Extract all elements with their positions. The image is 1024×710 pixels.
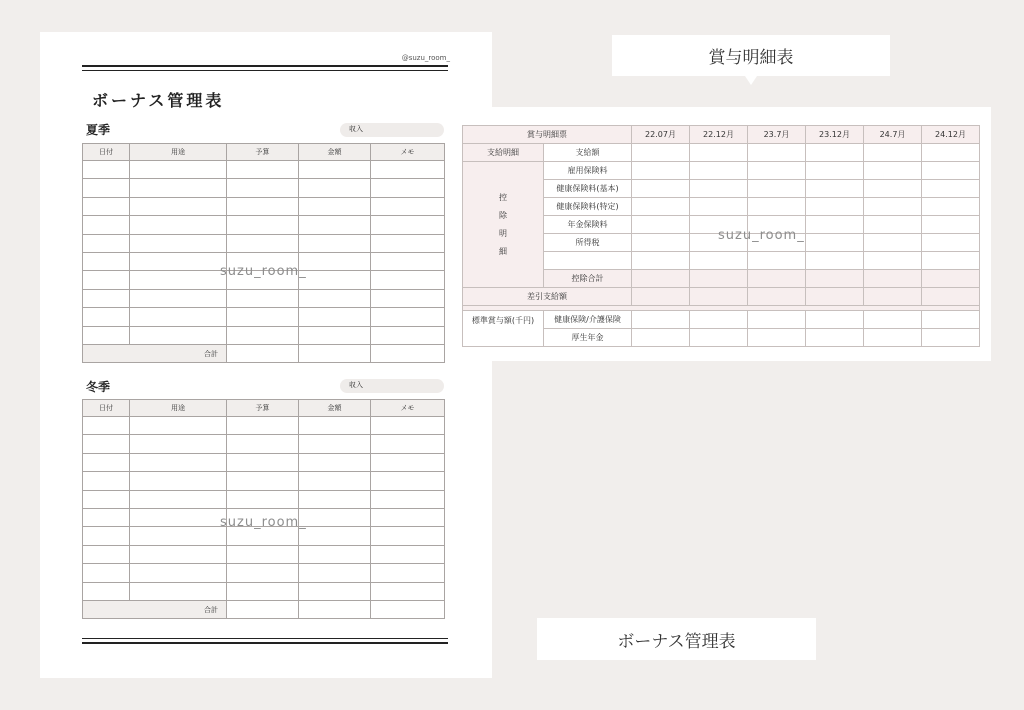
ledger-cell[interactable] (227, 197, 299, 215)
summer-income-field[interactable]: 収入 (340, 123, 444, 137)
ledger-cell[interactable] (371, 179, 445, 197)
ledger-cell[interactable] (130, 161, 227, 179)
ledger-cell[interactable] (83, 490, 130, 508)
ledger-header-row (83, 400, 445, 417)
ledger-cell[interactable] (83, 197, 130, 215)
ledger-cell[interactable] (83, 161, 130, 179)
ledger-cell[interactable] (299, 271, 371, 289)
month-value-cell[interactable] (748, 198, 806, 216)
ledger-cell[interactable] (299, 582, 371, 600)
month-value-cell[interactable] (632, 288, 690, 306)
deduction-total-label: 控除合計 (544, 270, 632, 288)
ledger-cell[interactable] (227, 490, 299, 508)
total-budget-cell[interactable] (227, 600, 299, 618)
ledger-cell[interactable] (371, 271, 445, 289)
ledger-cell[interactable] (130, 216, 227, 234)
ledger-row (83, 508, 445, 526)
ledger-header-row (83, 144, 445, 161)
deduction-row (463, 162, 980, 180)
ledger-cell[interactable] (299, 527, 371, 545)
month-header: 22.12月 (690, 126, 748, 144)
ledger-cell[interactable] (227, 472, 299, 490)
ledger-cell[interactable] (371, 435, 445, 453)
ledger-cell[interactable] (227, 417, 299, 435)
month-value-cell[interactable] (748, 144, 806, 162)
ledger-cell[interactable] (83, 417, 130, 435)
total-memo-cell[interactable] (371, 344, 445, 362)
month-value-cell[interactable] (632, 144, 690, 162)
ledger-cell[interactable] (130, 271, 227, 289)
summer-title: 夏季 (86, 123, 111, 137)
month-value-cell[interactable] (806, 216, 864, 234)
ledger-cell[interactable] (83, 252, 130, 270)
month-value-cell[interactable] (922, 329, 980, 347)
ledger-cell[interactable] (227, 564, 299, 582)
ledger-header-cell: 日付 (83, 400, 130, 417)
month-value-cell[interactable] (922, 252, 980, 270)
net-payment-row (463, 288, 980, 306)
month-value-cell[interactable] (864, 288, 922, 306)
ledger-cell[interactable] (299, 252, 371, 270)
standard-bonus-label: 標準賞与額(千円) (463, 311, 544, 347)
callout-tail (745, 76, 757, 85)
total-label: 合計 (83, 600, 227, 618)
ledger-header-cell: 金額 (299, 400, 371, 417)
payment-row (463, 144, 980, 162)
month-value-cell[interactable] (864, 252, 922, 270)
ledger-row (83, 453, 445, 471)
ledger-cell[interactable] (83, 564, 130, 582)
total-amount-cell[interactable] (299, 344, 371, 362)
month-value-cell[interactable] (690, 252, 748, 270)
ledger-header-cell: 金額 (299, 144, 371, 161)
ledger-cell[interactable] (130, 472, 227, 490)
standard-item-label: 健康保険/介護保険 (544, 311, 632, 329)
deduction-item-label: 所得税 (544, 234, 632, 252)
month-value-cell[interactable] (748, 270, 806, 288)
ledger-header-cell: 予算 (227, 144, 299, 161)
watermark: suzu_room_ (220, 515, 307, 530)
ledger-cell[interactable] (371, 582, 445, 600)
month-value-cell[interactable] (748, 329, 806, 347)
ledger-cell[interactable] (299, 508, 371, 526)
ledger-cell[interactable] (83, 508, 130, 526)
month-value-cell[interactable] (806, 288, 864, 306)
month-value-cell[interactable] (748, 234, 806, 252)
management-callout: ボーナス管理表 (537, 618, 816, 660)
month-value-cell[interactable] (864, 216, 922, 234)
ledger-cell[interactable] (83, 216, 130, 234)
ledger-cell[interactable] (227, 252, 299, 270)
ledger-cell[interactable] (371, 197, 445, 215)
month-value-cell[interactable] (864, 234, 922, 252)
deduction-section-label (463, 162, 544, 288)
bottom-rule (82, 642, 448, 644)
month-value-cell[interactable] (632, 270, 690, 288)
ledger-cell[interactable] (227, 527, 299, 545)
month-value-cell[interactable] (632, 234, 690, 252)
month-value-cell[interactable] (690, 144, 748, 162)
ledger-cell[interactable] (371, 308, 445, 326)
ledger-cell[interactable] (83, 271, 130, 289)
ledger-cell[interactable] (371, 508, 445, 526)
month-value-cell[interactable] (806, 198, 864, 216)
month-value-cell[interactable] (922, 162, 980, 180)
month-header: 23.12月 (806, 126, 864, 144)
month-value-cell[interactable] (922, 216, 980, 234)
ledger-cell[interactable] (227, 582, 299, 600)
ledger-row (83, 417, 445, 435)
month-value-cell[interactable] (922, 234, 980, 252)
ledger-total-row (83, 600, 445, 618)
month-value-cell[interactable] (806, 311, 864, 329)
ledger-cell[interactable] (83, 472, 130, 490)
ledger-cell[interactable] (130, 308, 227, 326)
month-value-cell[interactable] (748, 311, 806, 329)
watermark: suzu_room_ (718, 228, 805, 243)
ledger-cell[interactable] (371, 216, 445, 234)
ledger-cell[interactable] (130, 252, 227, 270)
month-value-cell[interactable] (632, 162, 690, 180)
month-header: 22.07月 (632, 126, 690, 144)
payment-section-label: 支給明細 (463, 144, 544, 162)
ledger-cell[interactable] (130, 179, 227, 197)
winter-income-field[interactable]: 収入 (340, 379, 444, 393)
month-value-cell[interactable] (690, 180, 748, 198)
ledger-total-row (83, 344, 445, 362)
ledger-row (83, 564, 445, 582)
ledger-cell[interactable] (83, 289, 130, 307)
ledger-cell[interactable] (227, 234, 299, 252)
month-value-cell[interactable] (922, 288, 980, 306)
ledger-cell[interactable] (83, 234, 130, 252)
ledger-cell[interactable] (299, 326, 371, 344)
ledger-cell[interactable] (130, 545, 227, 563)
ledger-cell[interactable] (299, 289, 371, 307)
bonus-detail-table (462, 125, 980, 347)
bottom-rule-thin (82, 638, 448, 639)
deduction-item-label: 年金保険料 (544, 216, 632, 234)
month-value-cell[interactable] (690, 198, 748, 216)
month-value-cell[interactable] (632, 252, 690, 270)
ledger-cell[interactable] (83, 527, 130, 545)
ledger-cell[interactable] (371, 472, 445, 490)
ledger-cell[interactable] (299, 308, 371, 326)
ledger-cell[interactable] (130, 564, 227, 582)
ledger-cell[interactable] (83, 179, 130, 197)
month-value-cell[interactable] (864, 162, 922, 180)
ledger-cell[interactable] (371, 453, 445, 471)
total-memo-cell[interactable] (371, 600, 445, 618)
month-value-cell[interactable] (864, 144, 922, 162)
month-value-cell[interactable] (748, 180, 806, 198)
ledger-cell[interactable] (299, 417, 371, 435)
detail-callout: 賞与明細表 (612, 35, 890, 76)
ledger-row (83, 308, 445, 326)
ledger-cell[interactable] (83, 435, 130, 453)
month-value-cell[interactable] (632, 180, 690, 198)
ledger-row (83, 161, 445, 179)
month-value-cell[interactable] (748, 252, 806, 270)
ledger-cell[interactable] (227, 326, 299, 344)
bonus-detail-sheet (455, 107, 991, 361)
ledger-cell[interactable] (227, 435, 299, 453)
ledger-cell[interactable] (83, 545, 130, 563)
ledger-cell[interactable] (299, 234, 371, 252)
ledger-cell[interactable] (299, 472, 371, 490)
bonus-management-sheet (40, 32, 492, 678)
ledger-cell[interactable] (371, 289, 445, 307)
ledger-cell[interactable] (227, 271, 299, 289)
ledger-cell[interactable] (227, 308, 299, 326)
ledger-cell[interactable] (299, 216, 371, 234)
month-value-cell[interactable] (748, 288, 806, 306)
ledger-cell[interactable] (371, 252, 445, 270)
month-value-cell[interactable] (690, 311, 748, 329)
month-value-cell[interactable] (632, 198, 690, 216)
ledger-row (83, 435, 445, 453)
ledger-row (83, 527, 445, 545)
deduction-item-label (544, 252, 632, 270)
ledger-cell[interactable] (371, 234, 445, 252)
ledger-cell[interactable] (130, 417, 227, 435)
month-value-cell[interactable] (690, 162, 748, 180)
standard-bonus-row (463, 311, 980, 329)
month-value-cell[interactable] (806, 144, 864, 162)
detail-header-label: 賞与明細票 (463, 126, 632, 144)
deduction-item-label: 雇用保険料 (544, 162, 632, 180)
winter-ledger-table (82, 399, 445, 619)
ledger-cell[interactable] (299, 564, 371, 582)
ledger-cell[interactable] (371, 417, 445, 435)
ledger-cell[interactable] (227, 161, 299, 179)
ledger-header-cell: メモ (371, 400, 445, 417)
ledger-header-cell: 用途 (130, 144, 227, 161)
ledger-cell[interactable] (371, 490, 445, 508)
month-value-cell[interactable] (806, 162, 864, 180)
watermark: suzu_room_ (220, 264, 307, 279)
month-value-cell[interactable] (806, 329, 864, 347)
month-value-cell[interactable] (864, 270, 922, 288)
month-value-cell[interactable] (806, 270, 864, 288)
total-label: 合計 (83, 344, 227, 362)
month-value-cell[interactable] (690, 234, 748, 252)
ledger-cell[interactable] (371, 326, 445, 344)
sheet-title: ボーナス管理表 (92, 91, 225, 110)
ledger-cell[interactable] (227, 453, 299, 471)
summer-ledger-table (82, 143, 445, 363)
ledger-cell[interactable] (299, 490, 371, 508)
month-value-cell[interactable] (806, 252, 864, 270)
ledger-cell[interactable] (130, 490, 227, 508)
ledger-row (83, 326, 445, 344)
standard-item-label: 厚生年金 (544, 329, 632, 347)
ledger-row (83, 216, 445, 234)
top-rule-thin (82, 70, 448, 71)
winter-title: 冬季 (86, 380, 111, 394)
month-header: 24.12月 (922, 126, 980, 144)
detail-header-row (463, 126, 980, 144)
month-value-cell[interactable] (690, 270, 748, 288)
month-value-cell[interactable] (690, 288, 748, 306)
ledger-cell[interactable] (371, 564, 445, 582)
month-value-cell[interactable] (632, 329, 690, 347)
ledger-row (83, 197, 445, 215)
month-value-cell[interactable] (864, 311, 922, 329)
ledger-row (83, 472, 445, 490)
ledger-cell[interactable] (227, 216, 299, 234)
ledger-cell[interactable] (130, 197, 227, 215)
ledger-row (83, 271, 445, 289)
ledger-cell[interactable] (299, 197, 371, 215)
ledger-cell[interactable] (130, 582, 227, 600)
ledger-cell[interactable] (299, 453, 371, 471)
month-value-cell[interactable] (632, 311, 690, 329)
ledger-cell[interactable] (299, 435, 371, 453)
month-value-cell[interactable] (922, 144, 980, 162)
ledger-row (83, 252, 445, 270)
month-value-cell[interactable] (922, 311, 980, 329)
ledger-cell[interactable] (299, 545, 371, 563)
ledger-row (83, 490, 445, 508)
ledger-cell[interactable] (83, 308, 130, 326)
total-budget-cell[interactable] (227, 344, 299, 362)
ledger-cell[interactable] (130, 326, 227, 344)
month-value-cell[interactable] (864, 198, 922, 216)
ledger-cell[interactable] (83, 326, 130, 344)
ledger-cell[interactable] (83, 582, 130, 600)
month-header: 24.7月 (864, 126, 922, 144)
ledger-cell[interactable] (227, 179, 299, 197)
ledger-header-cell: 予算 (227, 400, 299, 417)
top-rule (82, 65, 448, 67)
ledger-cell[interactable] (130, 289, 227, 307)
ledger-row (83, 234, 445, 252)
ledger-cell[interactable] (371, 527, 445, 545)
payment-amount-label: 支給額 (544, 144, 632, 162)
ledger-cell[interactable] (130, 453, 227, 471)
ledger-cell[interactable] (227, 545, 299, 563)
ledger-header-cell: メモ (371, 144, 445, 161)
ledger-row (83, 289, 445, 307)
month-value-cell[interactable] (864, 180, 922, 198)
deduction-item-label: 健康保険料(基本) (544, 180, 632, 198)
month-value-cell[interactable] (748, 216, 806, 234)
ledger-header-cell: 日付 (83, 144, 130, 161)
ledger-cell[interactable] (130, 508, 227, 526)
ledger-cell[interactable] (299, 179, 371, 197)
ledger-row (83, 179, 445, 197)
month-value-cell[interactable] (632, 216, 690, 234)
month-value-cell[interactable] (864, 329, 922, 347)
month-value-cell[interactable] (922, 180, 980, 198)
ledger-header-cell: 用途 (130, 400, 227, 417)
deduction-section-text: 控除明細 (499, 192, 507, 256)
total-amount-cell[interactable] (299, 600, 371, 618)
ledger-cell[interactable] (130, 234, 227, 252)
ledger-cell[interactable] (299, 161, 371, 179)
month-value-cell[interactable] (806, 180, 864, 198)
ledger-cell[interactable] (130, 435, 227, 453)
month-value-cell[interactable] (690, 329, 748, 347)
author-handle: @suzu_room_ (401, 54, 450, 62)
month-value-cell[interactable] (690, 216, 748, 234)
deduction-item-label: 健康保険料(特定) (544, 198, 632, 216)
ledger-row (83, 582, 445, 600)
ledger-cell[interactable] (371, 545, 445, 563)
month-value-cell[interactable] (922, 198, 980, 216)
ledger-cell[interactable] (371, 161, 445, 179)
month-value-cell[interactable] (922, 270, 980, 288)
month-value-cell[interactable] (748, 162, 806, 180)
net-payment-label: 差引支給額 (463, 288, 632, 306)
ledger-cell[interactable] (227, 508, 299, 526)
month-header: 23.7月 (748, 126, 806, 144)
ledger-cell[interactable] (227, 289, 299, 307)
month-value-cell[interactable] (806, 234, 864, 252)
ledger-cell[interactable] (130, 527, 227, 545)
ledger-row (83, 545, 445, 563)
ledger-cell[interactable] (83, 453, 130, 471)
